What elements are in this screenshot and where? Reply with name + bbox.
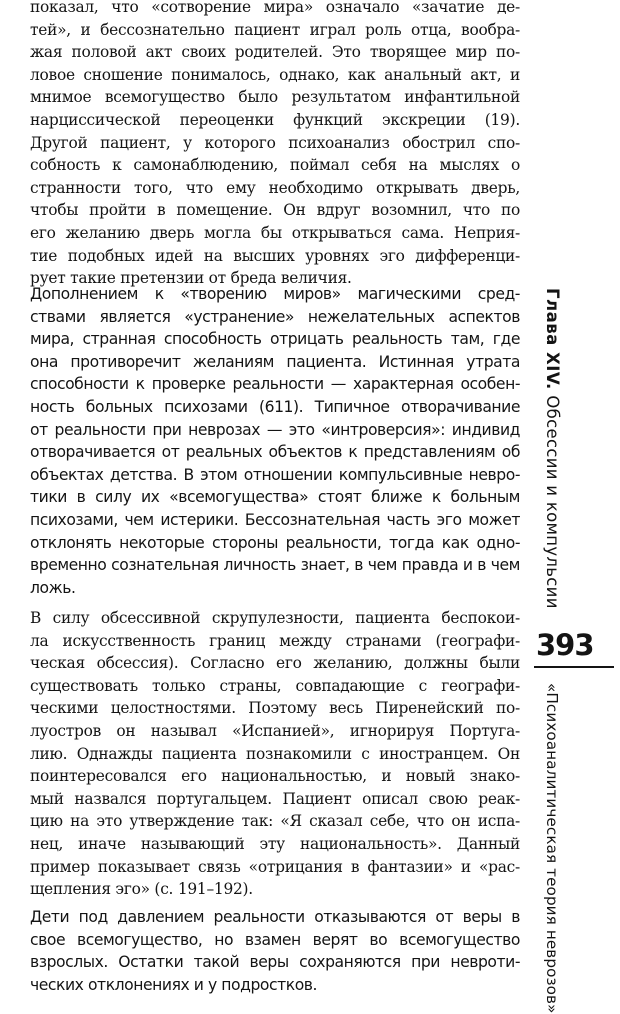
text-line: щепления эго» (с. 191–192).: [30, 880, 253, 899]
text-line: свое всемогущество, но взамен верят во всемогущество: [30, 930, 520, 949]
text-line: луостров он называл «Испанией», игнорируя Португа-: [30, 721, 520, 740]
page-number-rule: [534, 666, 614, 668]
text-line: временно сознательная личность знает, в чем правда и в чем: [30, 556, 520, 575]
text-line: нец, иначе называющий эту национальность». Данный: [30, 834, 520, 853]
case-example-paragraph-1: [30, 0, 520, 290]
text-line: поинтересовался его национальностью, и новый знако-: [30, 767, 520, 786]
text-line: ческими целостностями. Поэтому весь Пиренейский по-: [30, 699, 520, 718]
main-paragraph-denial-of-reality: [30, 283, 520, 599]
text-line: ческая обсессия). Согласно его желанию, должны были: [30, 654, 520, 673]
text-line: рует такие претензии от бреда величия.: [30, 269, 352, 288]
text-line: жая половой акт своих родителей. Это творящее мир по-: [30, 43, 520, 62]
text-line: нарциссической переоценки функций экскреции (19).: [30, 110, 520, 129]
text-line: его желанию дверь могла бы открываться сама. Неприя-: [30, 223, 520, 242]
page-number: 393: [536, 628, 594, 662]
text-line: существовать только страны, совпадающие с географи-: [30, 676, 520, 695]
chapter-title: Обсессии и компульсии: [543, 395, 562, 609]
text-line: мира, странная способность отрицать реальность там, где: [30, 330, 520, 349]
text-line: ла искусственность границ между странами (географи-: [30, 631, 520, 650]
text-line: ствами является «устранение» нежелательных аспектов: [30, 307, 520, 326]
text-line: способности к проверке реальности — характерная особен-: [30, 375, 520, 394]
text-line: В силу обсессивной скрупулезности, пациента беспокои-: [30, 609, 520, 627]
case-example-paragraph-2: [30, 607, 520, 901]
chapter-label: Глава XIV.: [543, 288, 562, 390]
text-line: Другой пациент, у которого психоанализ обострил спо-: [30, 133, 520, 152]
text-line: мый назвался португальцем. Пациент описал свою реак-: [30, 789, 520, 808]
text-line: отворачивается от реальных объектов к представлениям об: [30, 443, 520, 462]
text-line: странности того, что ему необходимо открывать дверь,: [30, 178, 520, 197]
text-line: тей», и бессознательно пациент играл роль отца, вообра-: [30, 20, 520, 39]
text-line: цию на это утверждение так: «Я сказал себе, что он испа-: [30, 812, 520, 831]
text-line: собность к самонаблюдению, поймал себя на мыслях о: [30, 156, 520, 175]
text-line: ложь.: [30, 578, 76, 597]
text-line: отклонять некоторые стороны реальности, тогда как одно-: [30, 533, 520, 552]
text-line: психозами, чем истерики. Бессознательная часть эго может: [30, 510, 520, 529]
text-line: тие подобных идей на высших уровнях эго дифференци-: [30, 246, 520, 265]
text-line: она противоречит желаниям пациента. Истинная утрата: [30, 352, 520, 371]
text-line: лию. Однажды пациента познакомили с иностранцем. Он: [30, 744, 520, 763]
chapter-running-head: [543, 288, 562, 609]
text-line: чтобы пройти в помещение. Он вдруг возомнил, что по: [30, 201, 520, 220]
text-line: ловое сношение понималось, однако, как анальный акт, и: [30, 65, 520, 84]
text-line: ческих отклонениях и у подростков.: [30, 975, 318, 994]
main-paragraph-children-omnipotence: [30, 906, 520, 996]
text-line: пример показывает связь «отрицания в фантазии» и «рас-: [30, 857, 520, 876]
text-line: ность больных психозами (611). Типичное отворачивание: [30, 397, 520, 416]
text-line: тики в силу их «всемогущества» стоят ближе к больным: [30, 488, 520, 507]
text-line: взрослых. Остатки такой веры сохраняются при невроти-: [30, 953, 520, 972]
book-title-running-head: «Психоаналитическая теория неврозов»: [543, 683, 561, 1014]
text-line: Дети под давлением реальности отказываются от веры в: [30, 908, 520, 926]
text-line: показал, что «сотворение мира» означало «зачатие де-: [30, 0, 520, 16]
text-line: объектах детства. В этом отношении компульсивные невро-: [30, 465, 520, 484]
text-line: Дополнением к «творению миров» магическими сред-: [30, 285, 520, 303]
text-line: от реальности при неврозах — это «интроверсия»: индивид: [30, 420, 520, 439]
text-line: мнимое всемогущество было результатом инфантильной: [30, 88, 520, 107]
